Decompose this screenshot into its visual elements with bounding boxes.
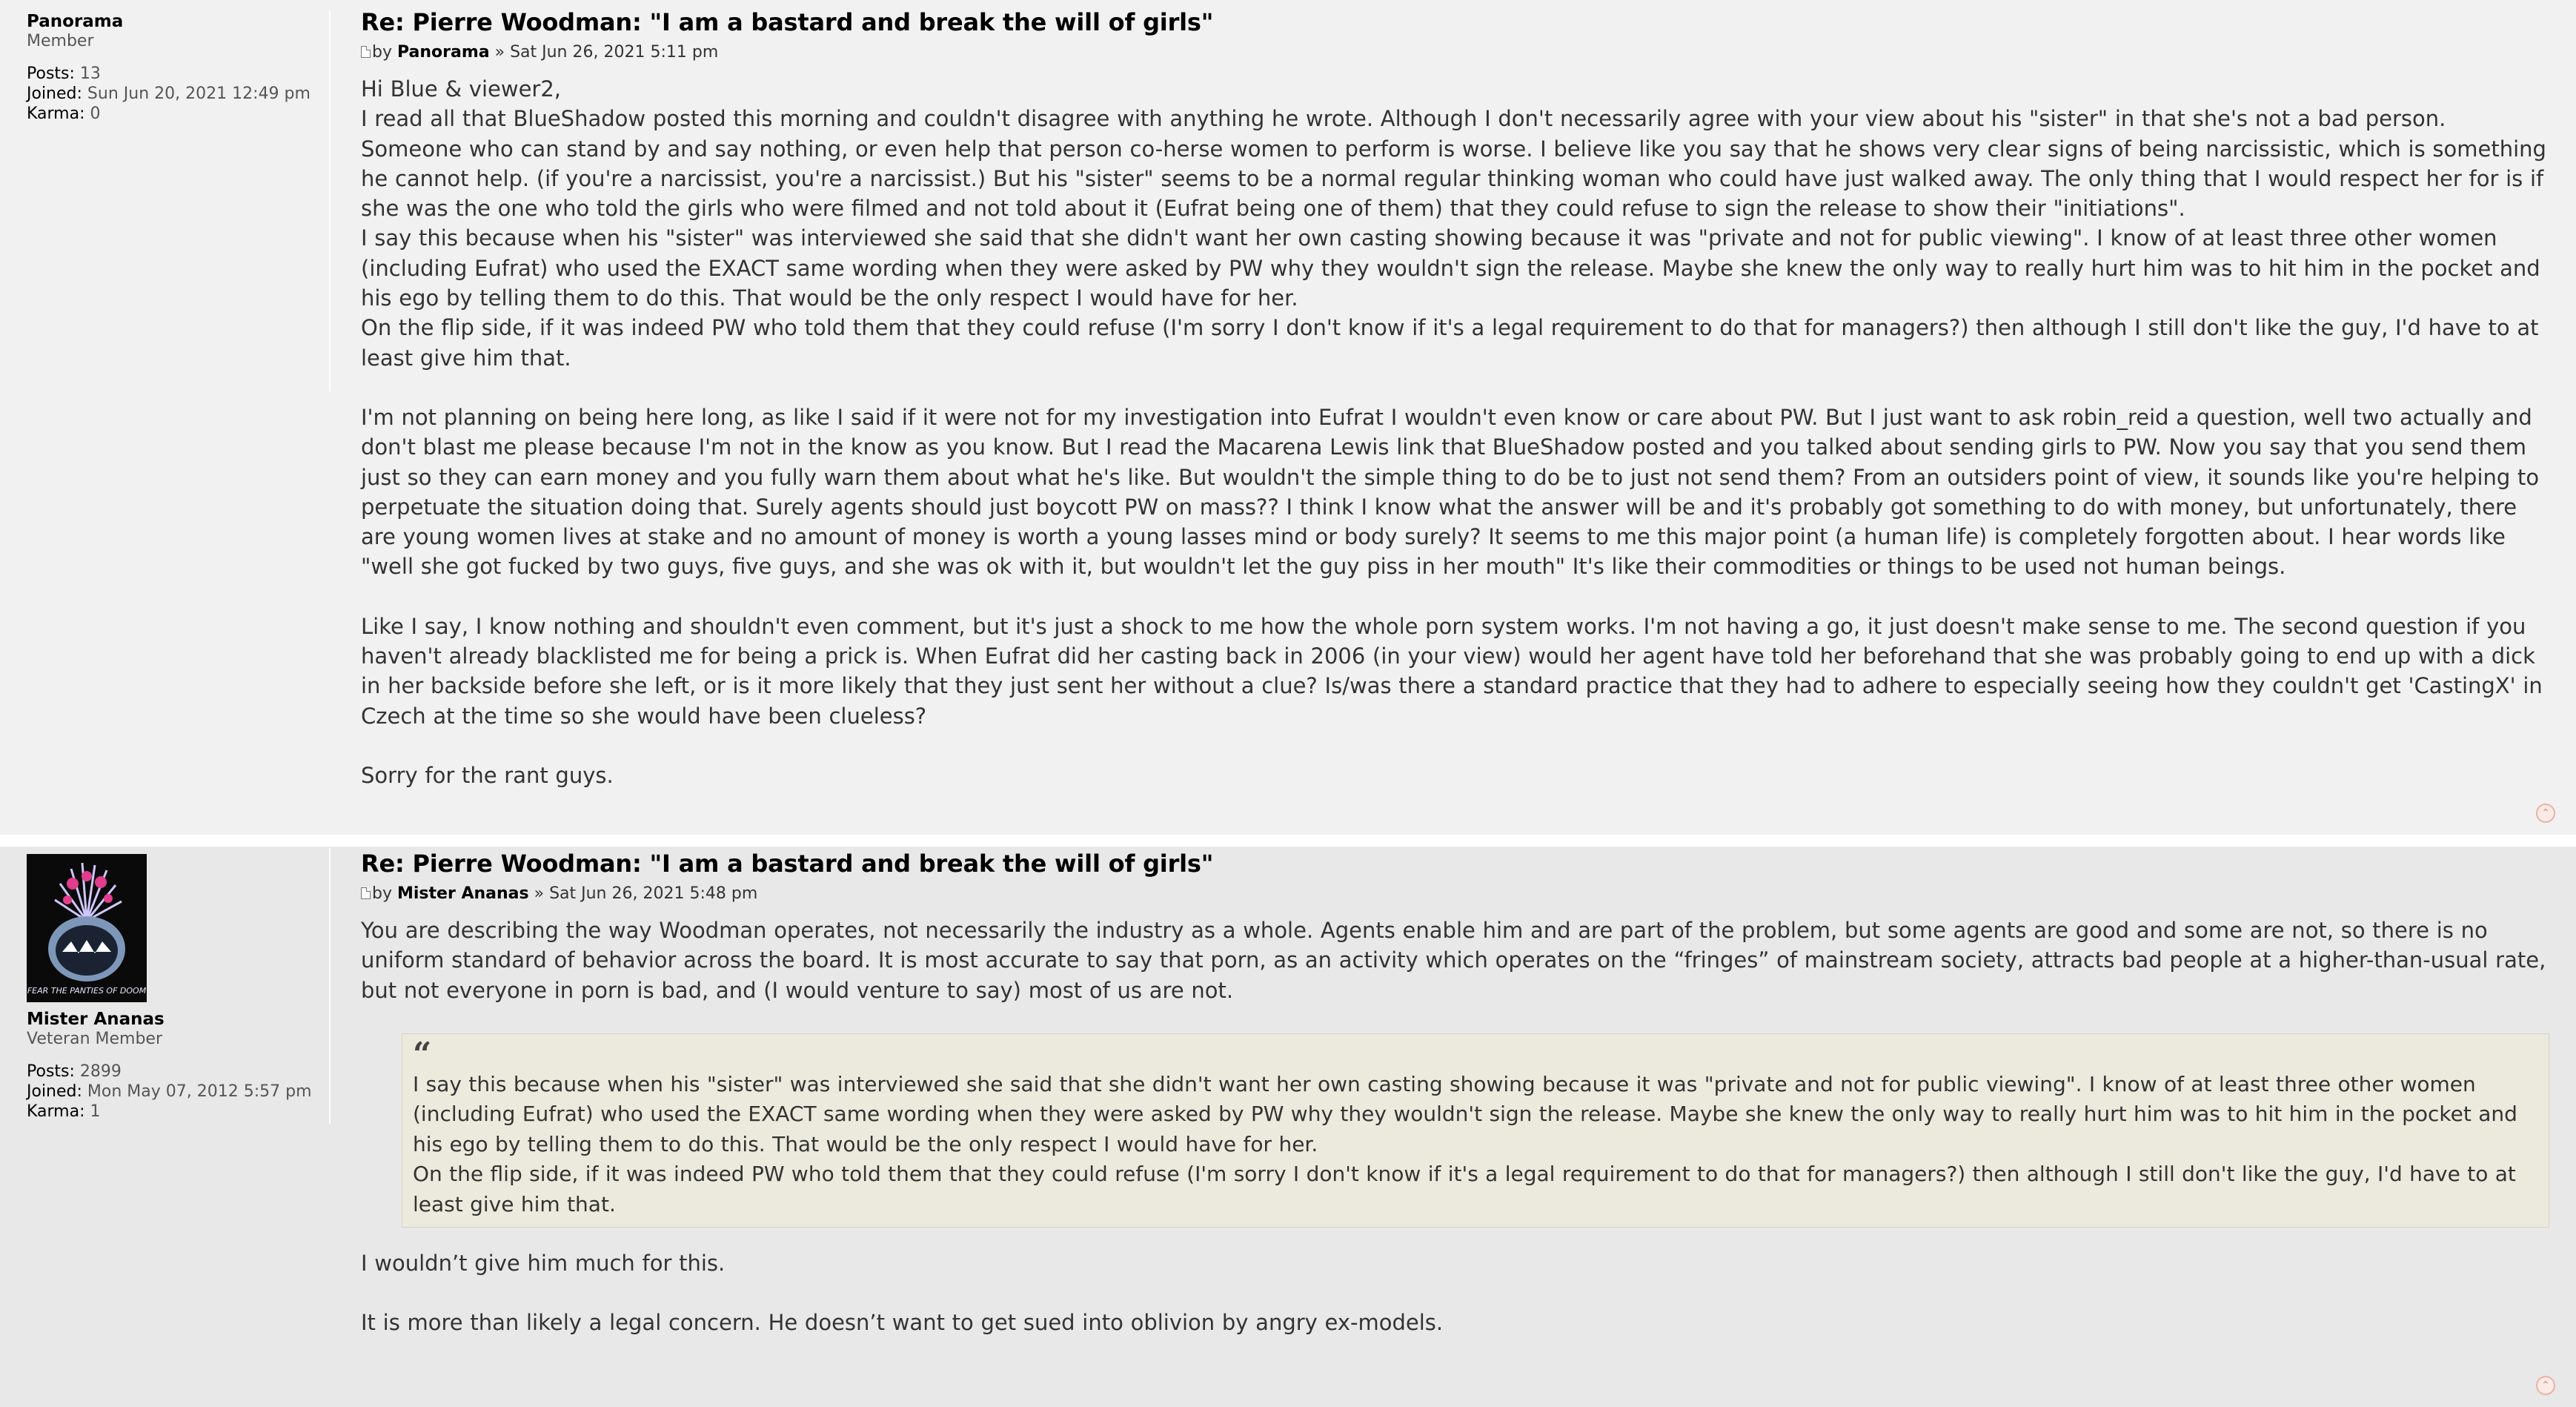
post-paragraph: I wouldn’t give him much for this. [361,1250,726,1276]
joined-date: Mon May 07, 2012 5:57 pm [87,1082,312,1101]
author-username[interactable]: Panorama [27,12,124,31]
profile-divider [329,10,331,391]
post-paragraph: Sorry for the rant guys. [361,762,614,788]
author-username[interactable]: Mister Ananas [27,1010,165,1029]
karma-label: Karma: [27,1102,85,1121]
quote-paragraph: I say this because when his "sister" was interviewed she said that she didn't want her own casting showing because it was "private and not for public viewing". I know of at least three other women (including Eufrat) who used the EXACT same wording when they were asked by PW why they wouldn't sign the release. Maybe she knew the only way to really hurt him was to hit him in the pocket and his ego by telling them to do this. That would be the only respect I would have for her. [413,1071,2517,1156]
post-body [361,847,2552,1338]
author-rank: Veteran Member [27,1030,162,1048]
post [0,847,2576,1407]
avatar-image [27,854,147,1002]
post-date: » Sat Jun 26, 2021 5:11 pm [494,43,719,62]
back-to-top-icon[interactable]: ⌃ [2536,804,2555,823]
post-paragraph: It is more than likely a legal concern. He doesn’t want to get sued into oblivion by angry ex-models. [361,1310,1444,1336]
post-separator [0,835,2576,847]
post-paragraph: Like I say, I know nothing and shouldn't even comment, but it's just a shock to me how the whole porn system works. I'm not having a go, it just doesn't make sense to me. The second question if you haven't already blacklisted me for being a prick is. When Eufrat did her casting back in 2006 (in your view) would her agent have told her beforehand that she was probably going to end up with a dick in her backside before she left, or is it more likely that they just sent her without a clue? Is/was there a standard practice that they had to adhere to especially seeing how they couldn't get 'CastingX' in Czech at the time so she would have been clueless? [361,613,2543,729]
quote-block [402,1033,2549,1228]
posts-count[interactable]: 2899 [79,1062,122,1081]
post-paragraph: Hi Blue & viewer2, [361,76,562,102]
avatar[interactable] [27,854,147,1002]
post-paragraph: On the flip side, if it was indeed PW who told them that they could refuse (I'm sorry I don't know if it's a legal requirement to do that for managers?) then although I still don't like the guy, I'd have to at least give him that. [361,315,2539,371]
quote-mark-icon: “ [413,1035,432,1073]
karma-value: 0 [90,105,101,123]
joined-date: Sun Jun 20, 2021 12:49 pm [87,85,311,103]
post-icon[interactable] [361,887,371,899]
post-date: » Sat Jun 26, 2021 5:48 pm [534,884,758,903]
post-content [361,916,2552,1338]
posts-label: Posts: [27,64,75,83]
by-label: by [372,884,392,903]
joined-label: Joined: [27,1082,82,1101]
karma-value: 1 [90,1102,101,1121]
back-to-top-icon[interactable]: ⌃ [2536,1376,2555,1395]
author-rank: Member [27,32,94,50]
post-profile [27,12,331,124]
joined-label: Joined: [27,85,82,103]
post-author-line [361,42,2552,64]
post-paragraph: I say this because when his "sister" was interviewed she said that she didn't want her own casting showing because it was "private and not for public viewing". I know of at least three other women (including Eufrat) who used the EXACT same wording when they were asked by PW why they wouldn't sign the release. Maybe she knew the only way to really hurt him was to hit him in the pocket and his ego by telling them to do this. That would be the only respect I would have for her. [361,225,2540,311]
post-author-link[interactable]: Mister Ananas [396,884,529,903]
post-paragraph: I'm not planning on being here long, as like I said if it were not for my investigation into Eufrat I wouldn't even know or care about PW. But I just want to ask robin_reid a question, well two actually and don't blast me please because I'm not in the know as you know. But I read the Macarena Lewis link that BlueShadow posted and you talked about sending girls to PW. Now you say that you send them just so they can earn money and you fully warn them about what he's like. But wouldn't the simple thing to do be to just not send them? From an outsiders point of view, it sounds like you're helping to perpetuate the situation doing that. Surely agents should just boycott PW on mass?? I think I know what the answer will be and it's probably got something to do with money, but unfortunately, there are young women lives at stake and no amount of money is worth a young lasses mind or body surely? It seems to me this major point (a human life) is completely forgotten about. I hear words like "well she got fucked by two guys, five guys, and she was ok with it, but wouldn't let the guy piss in her mouth" It's like their commodities or things to be used not human beings. [361,404,2540,580]
post-title[interactable]: Re: Pierre Woodman: "I am a bastard and break the will of girls" [361,850,1214,878]
post-icon[interactable] [361,46,371,58]
profile-divider [329,848,331,1124]
posts-label: Posts: [27,1062,75,1081]
post-paragraph: You are describing the way Woodman operates, not necessarily the industry as a whole. Agents enable him and are part of the problem, but some agents are good and some are not, so there is no uniform standard of behavior across the board. It is most accurate to say that porn, as an activity which operates on the “fringes” of mainstream society, attracts bad people at a higher-than-usual rate, but not everyone in porn is bad, and (I would venture to say) most of us are not. [361,918,2546,1003]
post-author-link[interactable]: Panorama [396,43,490,62]
quote-paragraph: On the flip side, if it was indeed PW who told them that they could refuse (I'm sorry I don't know if it's a legal requirement to do that for managers?) then although I still don't like the guy, I'd have to at least give him that. [413,1162,2516,1216]
post-title[interactable]: Re: Pierre Woodman: "I am a bastard and break the will of girls" [361,8,1214,36]
by-label: by [372,43,392,62]
post-paragraph: I read all that BlueShadow posted this morning and couldn't disagree with anything he wrote. Although I don't necessarily agree with your view about his "sister" in that she's not a bad person. Someone who can stand by and say nothing, or even help that person co-herse women to perform is worse. I believe like you say that he shows very clear signs of being narcissistic, which is something he cannot help. (if you're a narcissist, you're a narcissist.) But his "sister" seems to be a normal regular thinking woman who could have just walked away. The only thing that I would respect her for is if she was the one who told the girls who were filmed and not told about it (Eufrat being one of them) that they could refuse to sign the release to show their "initiations". [361,106,2546,222]
post-profile [27,854,331,1122]
post-author-line [361,883,2552,905]
post-content [361,74,2552,790]
posts-count[interactable]: 13 [79,64,101,83]
avatar-caption: FEAR THE PANTIES OF DOOM [27,986,147,996]
karma-label: Karma: [27,105,85,123]
post-body [361,6,2552,790]
